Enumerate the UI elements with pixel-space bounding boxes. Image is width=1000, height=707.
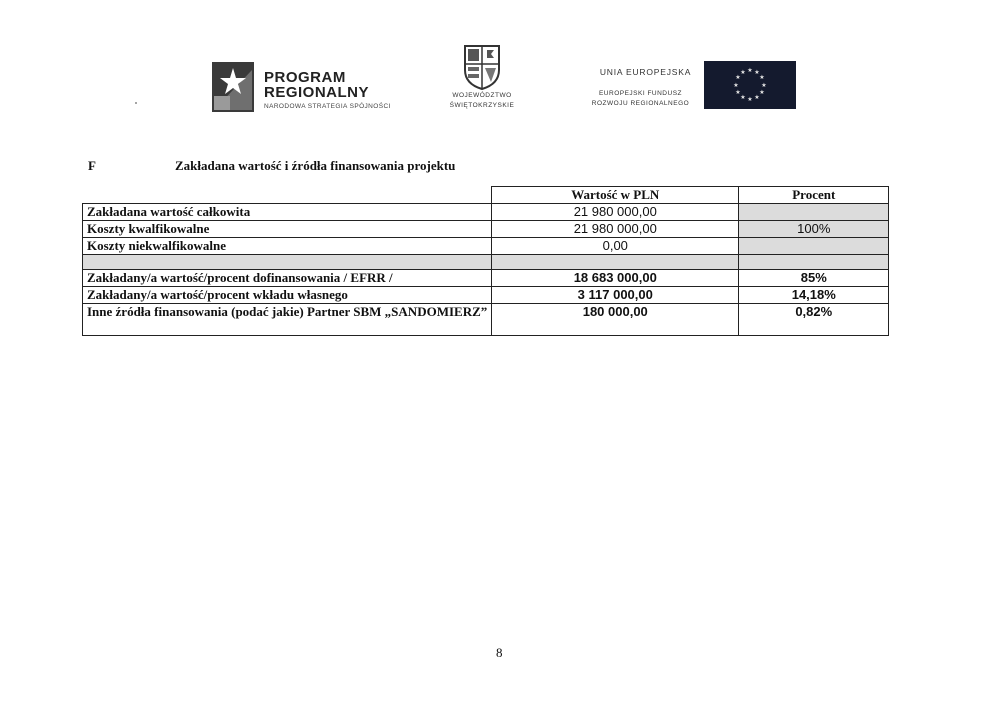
program-regionalny-emblem-icon (212, 62, 254, 112)
voivodeship-label-line2: ŚWIĘTOKRZYSKIE (449, 102, 515, 109)
svg-text:★: ★ (754, 69, 760, 76)
svg-text:★: ★ (761, 82, 767, 89)
eu-fund-line2: ROZWOJU REGIONALNEGO (591, 100, 690, 107)
voivodeship-label-line1: WOJEWÓDZTWO (452, 92, 512, 99)
row-value: 180 000,00 (492, 304, 739, 336)
row-percent (739, 204, 889, 221)
row-value: 3 117 000,00 (492, 287, 739, 304)
row-value: 18 683 000,00 (492, 270, 739, 287)
coat-of-arms-icon (459, 44, 505, 90)
svg-text:★: ★ (733, 82, 739, 89)
svg-text:★: ★ (747, 67, 753, 74)
scan-speck (135, 102, 137, 104)
program-title-line1: PROGRAM (264, 69, 346, 86)
program-title-line2: REGIONALNY (264, 84, 370, 101)
svg-text:★: ★ (740, 69, 746, 76)
header-cell-label (83, 187, 492, 204)
table-row (83, 304, 889, 336)
row-label: Koszty niekwalfikowalne (83, 238, 492, 255)
table-row (83, 221, 889, 238)
page-number: 8 (496, 645, 503, 660)
eu-fund-line1: EUROPEJSKI FUNDUSZ (598, 90, 683, 97)
row-label: Zakładany/a wartość/procent dofinansowania / EFRR / (83, 270, 492, 287)
row-label: Inne źródła finansowania (podać jakie) Partner SBM „SANDOMIERZ” (83, 304, 492, 336)
row-value: 21 980 000,00 (492, 221, 739, 238)
eu-flag-icon (704, 61, 796, 109)
row-label: Zakładana wartość całkowita (83, 204, 492, 221)
section-letter: F (88, 158, 96, 173)
program-regionalny-logo (212, 62, 417, 116)
table-row (83, 287, 889, 304)
row-percent: 0,82% (739, 304, 889, 336)
row-label: Zakładany/a wartość/procent wkładu własnego (83, 287, 492, 304)
section-title: Zakładana wartość i źródła finansowania projektu (175, 158, 456, 173)
separator-cell (83, 255, 492, 270)
row-percent (739, 238, 889, 255)
header-cell-value: Wartość w PLN (492, 187, 739, 204)
separator-cell (739, 255, 889, 270)
row-percent: 100% (739, 221, 889, 238)
table-row (83, 204, 889, 221)
svg-text:★: ★ (754, 94, 760, 101)
svg-text:★: ★ (735, 74, 741, 81)
header-cell-percent: Procent (739, 187, 889, 204)
svg-text:★: ★ (735, 89, 741, 96)
program-subtitle: NARODOWA STRATEGIA SPÓJNOŚCI (264, 103, 391, 110)
svg-text:★: ★ (747, 96, 753, 103)
svg-text:★: ★ (759, 89, 765, 96)
table-row (83, 238, 889, 255)
separator-cell (492, 255, 739, 270)
swietokrzyskie-logo (432, 44, 532, 116)
svg-text:★: ★ (740, 94, 746, 101)
svg-text:★: ★ (759, 74, 765, 81)
row-label: Koszty kwalfikowalne (83, 221, 492, 238)
eu-title: UNIA EUROPEJSKA (599, 67, 692, 77)
table-row (83, 270, 889, 287)
financing-table (82, 186, 889, 336)
row-value: 21 980 000,00 (492, 204, 739, 221)
row-percent: 85% (739, 270, 889, 287)
table-separator-row (83, 255, 889, 270)
table-header-row (83, 187, 889, 204)
row-percent: 14,18% (739, 287, 889, 304)
row-value: 0,00 (492, 238, 739, 255)
